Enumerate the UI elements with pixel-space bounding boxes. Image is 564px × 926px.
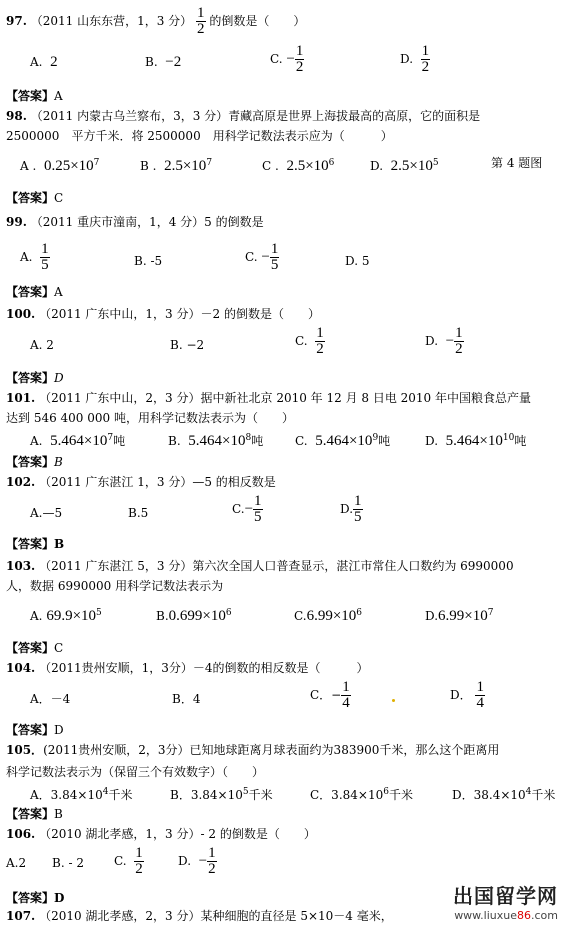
option-b: B. −2	[170, 338, 205, 352]
answer-99: 【答案】A	[6, 285, 63, 299]
site-url: www.liuxue86.com	[454, 909, 558, 922]
option-b: B . $2.5\times 10^7$	[140, 158, 213, 174]
fraction: $\frac{1}{2}$	[197, 5, 205, 37]
option-d: D. $2.5\times 10^5$	[370, 158, 439, 174]
option-d: D. 5	[345, 254, 370, 268]
option-d: D. $5.464\times 10^{10}$吨	[425, 433, 527, 449]
question-98: 98. （2011 内蒙古乌兰察布，3，3 分）青藏高原是世界上海拔最高的高原，它的面积是	[6, 109, 481, 123]
option-a: A.2	[6, 856, 27, 870]
question-100: 100. （2011 广东中山，1，3 分）－2 的倒数是（ ）	[6, 307, 320, 321]
option-b: B．4	[172, 692, 201, 706]
option-c: C . $2.5\times 10^6$	[262, 158, 335, 174]
option-a: A. 2	[30, 54, 58, 70]
option-a: A. $69.9\times 10^5$	[30, 608, 102, 624]
answer-106: 【答案】D	[6, 891, 65, 905]
option-a: A. $5.464\times 10^7$吨	[30, 433, 126, 449]
option-c: C．$3.84\times 10^6$千米	[310, 787, 413, 802]
stray-dot	[392, 699, 395, 702]
question-107: 107. （2010 湖北孝感，2，3 分）某种细胞的直径是 5×10－4 毫米，	[6, 909, 393, 923]
question-106: 106. （2010 湖北孝感，1，3 分）- 2 的倒数是（ ）	[6, 827, 316, 841]
figure-note: 第 4 题图	[491, 156, 543, 170]
answer-103: 【答案】C	[6, 641, 64, 655]
option-b: B. −2	[145, 54, 182, 70]
answer-97: 【答案】A	[6, 89, 63, 103]
question-104: 104. （2011贵州安顺，1，3分）－4的倒数的相反数是（ ）	[6, 661, 369, 675]
question-101: 101. （2011 广东中山，2，3 分）据中新社北京 2010 年 12 月 8 日电 2010 年中国粮食总产量	[6, 391, 532, 405]
option-b: B. -5	[134, 254, 163, 268]
option-b: B．$3.84\times 10^5$千米	[170, 787, 273, 802]
answer-101: 【答案】B	[6, 455, 63, 469]
question-105: 105．(2011贵州安顺，2，3分）已知地球距离月球表面约为383900千米，那么这个距离用	[6, 743, 500, 757]
option-a: A. $\frac{1}{5}$	[20, 241, 49, 273]
question-103-line2: 人，数据 6990000 用科学记数法表示为	[6, 579, 224, 593]
option-c: C. − $\frac{1}{2}$	[270, 43, 304, 75]
option-d: D．$38.4\times 10^4$千米	[452, 787, 556, 802]
question-98-line2: 2500000 平方千米．将 2500000 用科学记数法表示应为（ ）	[6, 129, 393, 143]
option-c: C. $\frac{1}{2}$	[114, 845, 143, 877]
option-c: C. $\frac{1}{2}$	[295, 325, 324, 357]
question-97: 97. （2011 山东东营，1，3 分） $\frac{1}{2}$ 的倒数是（ ）	[6, 5, 306, 37]
answer-105: 【答案】B	[6, 807, 63, 821]
option-d: D. $\frac{1}{2}$	[400, 43, 430, 75]
option-a: A.—5	[30, 506, 63, 520]
question-101-line2: 达到 546 400 000 吨，用科学记数法表示为（ ）	[6, 411, 294, 425]
option-a: A．$3.84\times 10^4$千米	[30, 787, 133, 802]
question-103: 103. （2011 广东湛江 5，3 分）第六次全国人口普查显示，湛江市常住人口数约为 6990000	[6, 559, 514, 573]
option-b: B. - 2	[52, 856, 84, 870]
option-c: $C.6.99\times 10^6$	[294, 608, 363, 624]
option-d: D. − $\frac{1}{2}$	[178, 845, 216, 877]
answer-98: 【答案】C	[6, 191, 64, 205]
option-d: D. − $\frac{1}{2}$	[425, 325, 463, 357]
option-d: D. $\frac{1}{5}$	[340, 493, 362, 525]
option-a: A . $0.25\times 10^7$	[20, 158, 100, 174]
option-c: C. $5.464\times 10^9$吨	[295, 433, 391, 449]
option-b: $B.0.699\times 10^6$	[156, 608, 232, 624]
option-c: C．− $\frac{1}{4}$	[310, 679, 350, 711]
answer-100: 【答案】D	[6, 371, 64, 385]
answer-104: 【答案】D	[6, 723, 64, 737]
option-b: B. $5.464\times 10^8$吨	[168, 433, 264, 449]
answer-102: 【答案】B	[6, 537, 65, 551]
question-102: 102. （2011 广东湛江 1，3 分）—5 的相反数是	[6, 475, 276, 489]
option-b: B.5	[128, 506, 149, 520]
option-a: A．－4	[30, 692, 71, 706]
question-99: 99. （2011 重庆市潼南，1，4 分）5 的倒数是	[6, 215, 264, 229]
option-d: D． $\frac{1}{4}$	[450, 679, 484, 711]
option-c: C. − $\frac{1}{5}$	[245, 241, 279, 273]
site-logo: 出国留学网 www.liuxue86.com	[453, 884, 558, 922]
option-c: C.− $\frac{1}{5}$	[232, 493, 262, 525]
question-105-line2: 科学记数法表示为（保留三个有效数字）（ ）	[6, 765, 265, 779]
option-d: $D.6.99\times 10^7$	[425, 608, 494, 624]
option-a: A. 2	[30, 338, 54, 352]
